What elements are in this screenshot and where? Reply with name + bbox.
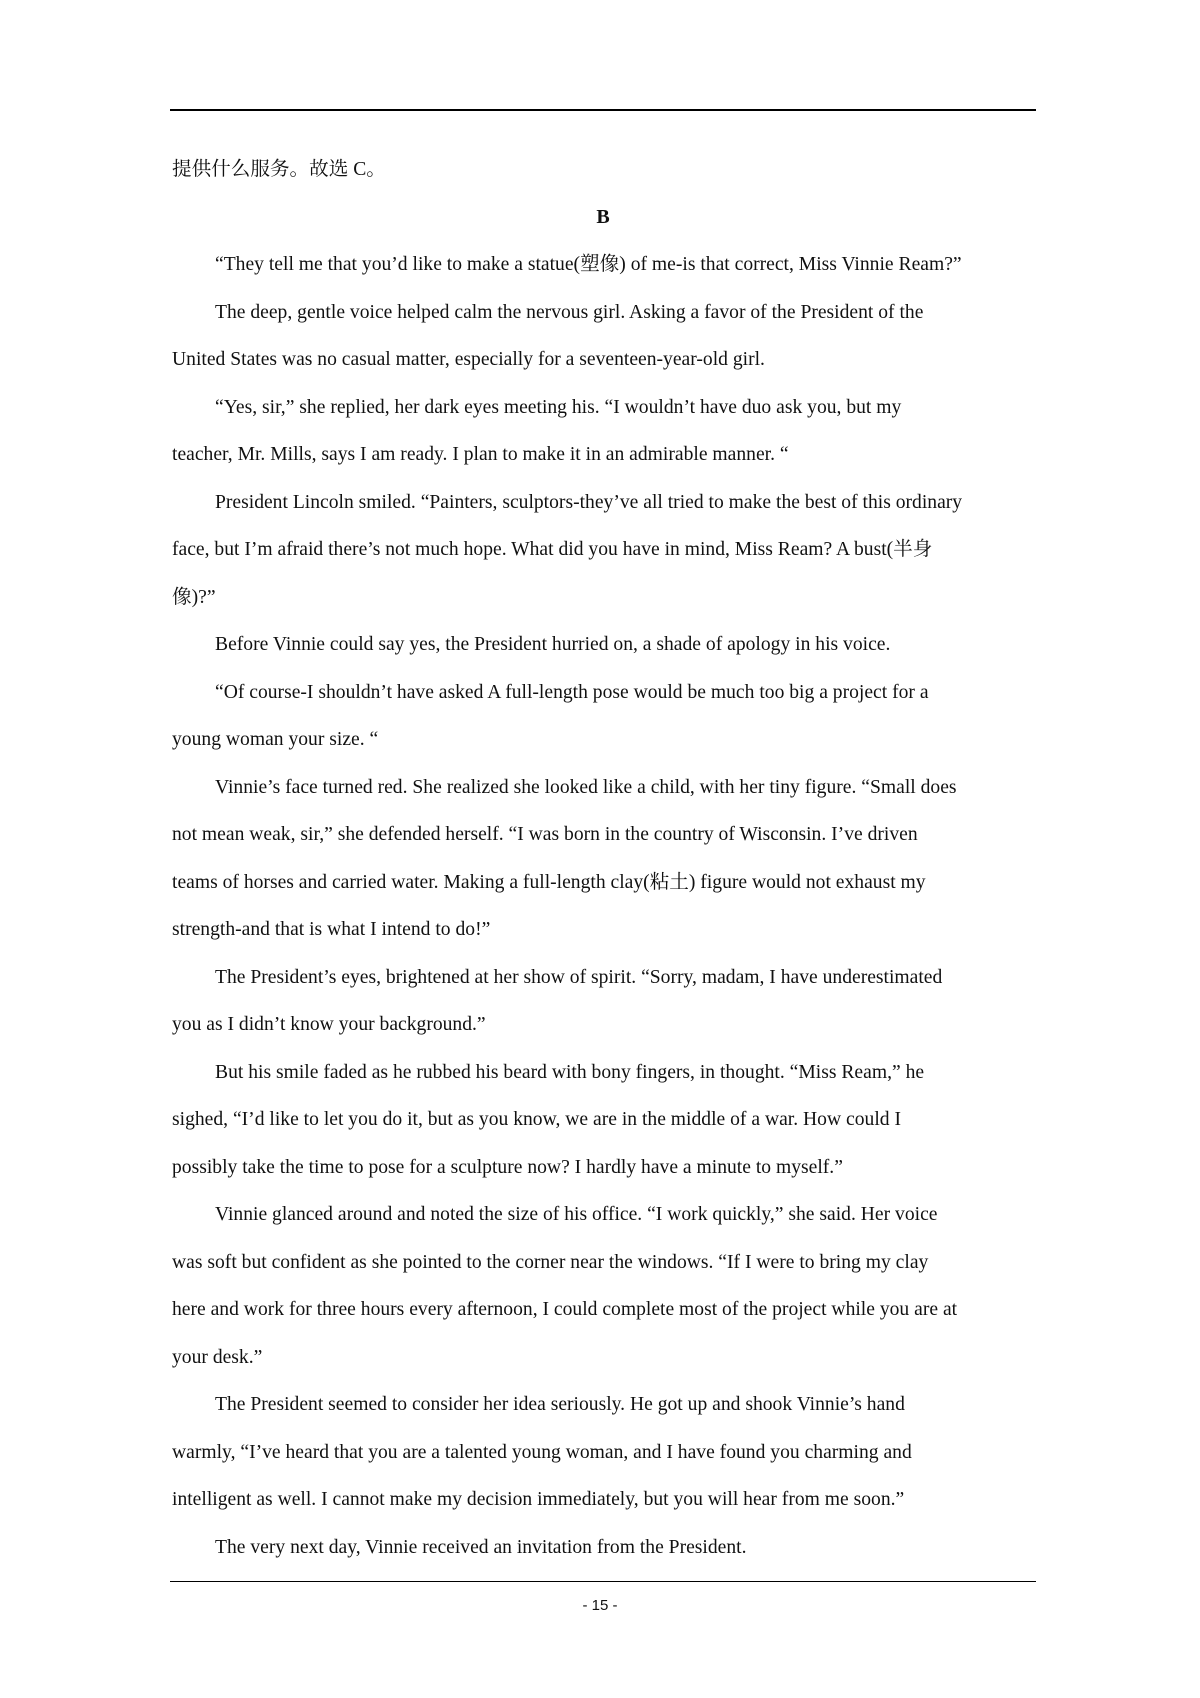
text-line: The President seemed to consider her idea seriously. He got up and shook Vinnie’s hand (215, 1394, 905, 1415)
text-line: The very next day, Vinnie received an invitation from the President. (215, 1536, 747, 1558)
text-line: Vinnie’s face turned red. She realized she looked like a child, with her tiny figure. “Small does (215, 776, 957, 798)
text-line: “Yes, sir,” she replied, her dark eyes meeting his. “I wouldn’t have duo ask you, but my (215, 396, 902, 418)
section-heading: B (596, 205, 610, 228)
text-line: here and work for three hours every afternoon, I could complete most of the project while you are at (172, 1299, 958, 1320)
text-line: strength-and that is what I intend to do!” (172, 919, 491, 940)
page-content (172, 146, 1034, 1571)
text-line: But his smile faded as he rubbed his beard with bony fingers, in thought. “Miss Ream,” he (215, 1061, 925, 1083)
text-line: intelligent as well. I cannot make my decision immediately, but you will hear from me soon.” (172, 1489, 905, 1510)
header-rule (170, 109, 1036, 111)
text-line: “They tell me that you’d like to make a statue(塑像) of me-is that correct, Miss Vinnie Ream?” (215, 254, 962, 275)
text-line: not mean weak, sir,” she defended herself. “I was born in the country of Wisconsin. I’ve driven (172, 824, 918, 845)
text-line: face, but I’m afraid there’s not much hope. What did you have in mind, Miss Ream? A bust(半身 (172, 539, 933, 560)
text-line: Vinnie glanced around and noted the size of his office. “I work quickly,” she said. Her voice (215, 1204, 938, 1225)
footer-rule (170, 1581, 1036, 1582)
text-line: United States was no casual matter, especially for a seventeen-year-old girl. (172, 349, 765, 370)
text-line: young woman your size. “ (172, 729, 379, 750)
text-line: The President’s eyes, brightened at her show of spirit. “Sorry, madam, I have underestimated (215, 966, 943, 988)
text-line: your desk.” (172, 1346, 263, 1368)
text-line: was soft but confident as she pointed to the corner near the windows. “If I were to bring my clay (172, 1251, 929, 1273)
passage-body (172, 241, 1034, 1571)
text-line: teacher, Mr. Mills, says I am ready. I plan to make it in an admirable manner. “ (172, 444, 789, 465)
intro-line: 提供什么服务。故选 C。 (172, 159, 386, 180)
text-line: warmly, “I’ve heard that you are a talented young woman, and I have found you charming and (172, 1441, 912, 1463)
text-line: The deep, gentle voice helped calm the nervous girl. Asking a favor of the President of the (215, 301, 924, 323)
page-number: - 15 - (582, 1597, 618, 1614)
text-line: President Lincoln smiled. “Painters, sculptors-they’ve all tried to make the best of this ordinary (215, 491, 963, 513)
text-line: sighed, “I’d like to let you do it, but as you know, we are in the middle of a war. How could I (172, 1109, 901, 1130)
text-line: “Of course-I shouldn’t have asked A full-length pose would be much too big a project for a (215, 681, 929, 703)
text-line: Before Vinnie could say yes, the President hurried on, a shade of apology in his voice. (215, 634, 891, 655)
text-line: you as I didn’t know your background.” (172, 1014, 486, 1035)
text-line: teams of horses and carried water. Making a full-length clay(粘土) figure would not exhaust my (172, 871, 926, 893)
text-line: possibly take the time to pose for a sculpture now? I hardly have a minute to myself.” (172, 1156, 843, 1178)
text-line: 像)?” (172, 586, 216, 608)
